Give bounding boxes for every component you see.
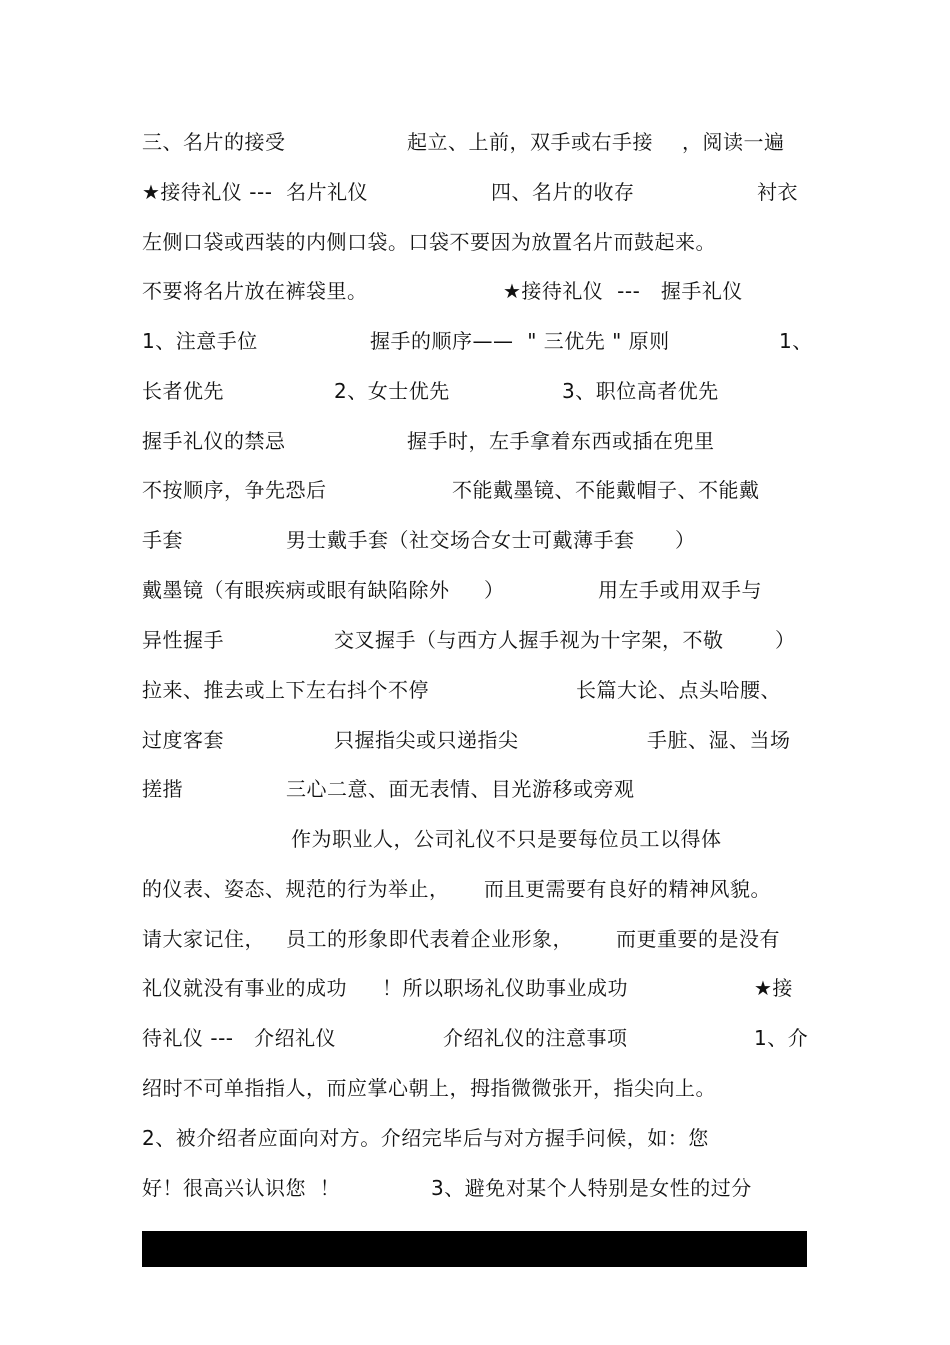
text-segment: 四、名片的收存: [491, 180, 635, 204]
text-segment: 2、女士优先: [334, 379, 450, 403]
text-segment: 手脏、湿、当场: [647, 728, 791, 752]
text-segment: 握手的顺序—— " 三优先 " 原则: [370, 329, 670, 353]
text-segment: 三心二意、面无表情、目光游移或旁观: [286, 777, 635, 801]
footer-bar: [142, 1231, 807, 1267]
text-line: [0, 1173, 950, 1203]
text-segment: 请大家记住，: [142, 927, 265, 951]
text-segment: 绍时不可单指指人，而应掌心朝上，拇指微微张开，指尖向上。: [142, 1076, 716, 1100]
text-segment: 握手礼仪的禁忌: [142, 429, 286, 453]
text-segment: 1、注意手位: [142, 329, 258, 353]
text-segment: 男士戴手套（社交场合女士可戴薄手套: [286, 528, 635, 552]
text-segment: 手套: [142, 528, 183, 552]
text-line: [0, 426, 950, 456]
text-line: [0, 1023, 950, 1053]
text-segment: 长篇大论、点头哈腰、: [576, 678, 781, 702]
text-segment: ★接待礼仪 --- 名片礼仪: [142, 180, 369, 204]
text-segment: 三、名片的接受: [142, 130, 286, 154]
text-line: [0, 276, 950, 306]
text-line: [0, 575, 950, 605]
text-line: [0, 376, 950, 406]
text-segment: 好！很高兴认识您 ！: [142, 1176, 341, 1200]
text-segment: 3、避免对某个人特别是女性的过分: [431, 1176, 752, 1200]
text-segment: 待礼仪 --- 介绍礼仪: [142, 1026, 337, 1050]
text-segment: 2、被介绍者应面向对方。介绍完毕后与对方握手问候，如：您: [142, 1126, 709, 1150]
text-segment: ★接待礼仪 --- 握手礼仪: [503, 279, 743, 303]
text-segment: 不要将名片放在裤袋里。: [142, 279, 368, 303]
text-segment: 而更重要的是没有: [616, 927, 780, 951]
text-segment: 长者优先: [142, 379, 224, 403]
text-line: [0, 774, 950, 804]
text-line: [0, 1073, 950, 1103]
text-segment: 的仪表、姿态、规范的行为举止，: [142, 877, 450, 901]
text-segment: 握手时，左手拿着东西或插在兜里: [407, 429, 715, 453]
text-segment: ！所以职场礼仪助事业成功: [382, 976, 628, 1000]
text-segment: 介绍礼仪的注意事项: [443, 1026, 628, 1050]
text-line: [0, 1123, 950, 1153]
text-segment: 拉来、推去或上下左右抖个不停: [142, 678, 429, 702]
text-segment: 1、介: [754, 1026, 809, 1050]
text-line: [0, 127, 950, 157]
text-segment: 起立、上前，双手或右手接: [407, 130, 653, 154]
text-line: [0, 874, 950, 904]
text-segment: ，阅读一遍: [682, 130, 785, 154]
text-line: [0, 525, 950, 555]
text-segment: 只握指尖或只递指尖: [334, 728, 519, 752]
text-line: [0, 475, 950, 505]
text-segment: 不按顺序，争先恐后: [142, 478, 327, 502]
text-segment: 异性握手: [142, 628, 224, 652]
text-segment: 过度客套: [142, 728, 224, 752]
text-segment: ）: [675, 528, 696, 552]
text-segment: 员工的形象即代表着企业形象，: [286, 927, 573, 951]
text-segment: 左侧口袋或西装的内侧口袋。口袋不要因为放置名片而鼓起来。: [142, 230, 716, 254]
text-segment: 用左手或用双手与: [598, 578, 762, 602]
text-segment: 戴墨镜（有眼疾病或眼有缺陷除外: [142, 578, 450, 602]
text-segment: ）: [775, 628, 796, 652]
text-segment: ★接: [754, 976, 793, 1000]
text-segment: 作为职业人，公司礼仪不只是要每位员工以得体: [291, 827, 722, 851]
text-segment: 衬衣: [757, 180, 798, 204]
text-segment: 而且更需要有良好的精神风貌。: [484, 877, 771, 901]
text-line: [0, 973, 950, 1003]
text-segment: 交叉握手（与西方人握手视为十字架，不敬: [334, 628, 724, 652]
text-line: [0, 625, 950, 655]
text-segment: 3、职位高者优先: [562, 379, 719, 403]
text-segment: 礼仪就没有事业的成功: [142, 976, 347, 1000]
text-line: [0, 824, 950, 854]
text-line: [0, 177, 950, 207]
text-segment: ）: [484, 578, 505, 602]
text-line: [0, 725, 950, 755]
text-line: [0, 227, 950, 257]
text-segment: 不能戴墨镜、不能戴帽子、不能戴: [452, 478, 760, 502]
text-line: [0, 924, 950, 954]
text-line: [0, 675, 950, 705]
text-segment: 1、: [779, 329, 813, 353]
text-line: [0, 326, 950, 356]
text-segment: 搓揩: [142, 777, 183, 801]
